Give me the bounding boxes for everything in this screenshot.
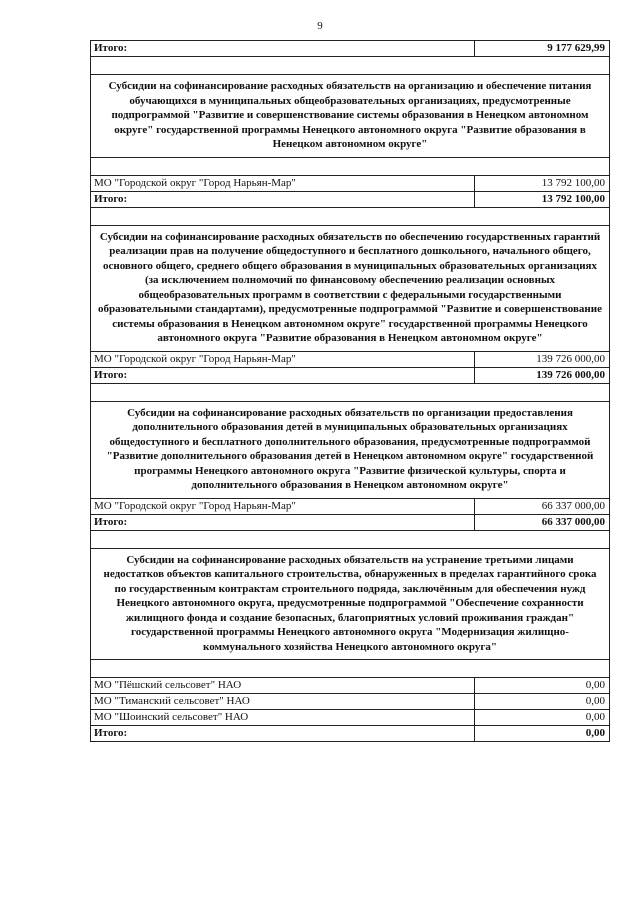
total-label: Итого: (91, 368, 475, 383)
amount-value: 0,00 (585, 695, 605, 707)
table-row (91, 709, 609, 725)
total-row (91, 725, 609, 742)
municipality-name: МО "Городской округ "Город Нарьян-Мар" (91, 176, 475, 191)
table-row (91, 175, 609, 191)
table-row (91, 351, 609, 367)
amount-value: 139 726 000,00 (536, 352, 605, 365)
total-label: Итого: (91, 515, 475, 530)
municipality-name: МО "Городской округ "Город Нарьян-Мар" (91, 352, 475, 367)
municipality-name: МО "Шоинский сельсовет" НАО (91, 710, 475, 725)
total-label: Итого: (91, 41, 475, 56)
total-value: 9 177 629,99 (547, 42, 605, 54)
total-label: Итого: (91, 726, 475, 741)
municipality-name: МО "Пёшский сельсовет" НАО (91, 678, 475, 693)
total-value: 66 337 000,00 (541, 515, 605, 528)
spacer-row (91, 383, 609, 401)
total-value: 139 726 000,00 (536, 368, 605, 381)
spacer-row (91, 207, 609, 225)
spacer-row (91, 530, 609, 548)
amount-value: 0,00 (585, 711, 605, 723)
amount-value: 0,00 (585, 679, 605, 691)
page-number: 9 (317, 20, 323, 32)
spacer-row (91, 56, 609, 74)
spacer-row (91, 157, 609, 175)
total-value: 0,00 (585, 727, 605, 739)
section-heading: Субсидии на софинансирование расходных обязательств на организацию и обеспечение питания обучающихся в муниципальных общеобразовательных организациях, предусмотренные подпрограммой "Развитие и совершенствование системы образования в Ненецком автономном округе" государственной программы Ненецкого автономного округа "Развитие образования в Ненецком автономном округе" (91, 74, 609, 157)
total-row (91, 514, 609, 530)
total-label: Итого: (91, 192, 475, 207)
table-row (91, 677, 609, 693)
section-heading: Субсидии на софинансирование расходных обязательств по обеспечению государственных гарантий реализации прав на получение общедоступного и бесплатного дошкольного, начального общего, основного общего, среднего общего образования в муниципальных образовательных организациях (за исключением полномочий по финансовому обеспечению реализации основных общеобразовательных программ в соответствии с федеральными государственными образовательными стандартами), предусмотренные подпрограммой "Развитие и совершенствование системы образования в Ненецком автономном округе" государственной программы Ненецкого автономного округа "Развитие образования в Ненецком автономном округе" (91, 225, 609, 351)
municipality-name: МО "Тиманский сельсовет" НАО (91, 694, 475, 709)
spacer-row (91, 659, 609, 677)
municipality-name: МО "Городской округ "Город Нарьян-Мар" (91, 499, 475, 514)
subsidy-table (90, 40, 610, 742)
amount-value: 66 337 000,00 (541, 499, 605, 512)
total-row (91, 40, 609, 56)
section-heading: Субсидии на софинансирование расходных обязательств по организации предоставления дополнительного образования детей в муниципальных образовательных организациях общедоступного и бесплатного дополнительного образования, предусмотренные подпрограммой "Развитие дополнительного образования детей в Ненецком автономном округе" государственной программы Ненецкого автономного округа "Развитие физической культуры, спорта и дополнительного образования в Ненецком автономном округе" (91, 401, 609, 498)
amount-value: 13 792 100,00 (541, 176, 605, 189)
total-row (91, 367, 609, 383)
section-heading: Субсидии на софинансирование расходных обязательств на устранение третьими лицами недостатков объектов капитального строительства, обнаруженных в пределах гарантийного срока по государственным контрактам строительного подряда, заключённым для обеспечения нужд Ненецкого автономного округа, предусмотренные подпрограммой "Обеспечение сохранности жилищного фонда и создание безопасных, благоприятных условий проживания граждан" государственной программы Ненецкого автономного округа "Модернизация жилищно-коммунального хозяйства Ненецкого автономного округа" (91, 548, 609, 660)
table-row (91, 693, 609, 709)
total-value: 13 792 100,00 (541, 192, 605, 205)
table-row (91, 498, 609, 514)
total-row (91, 191, 609, 207)
